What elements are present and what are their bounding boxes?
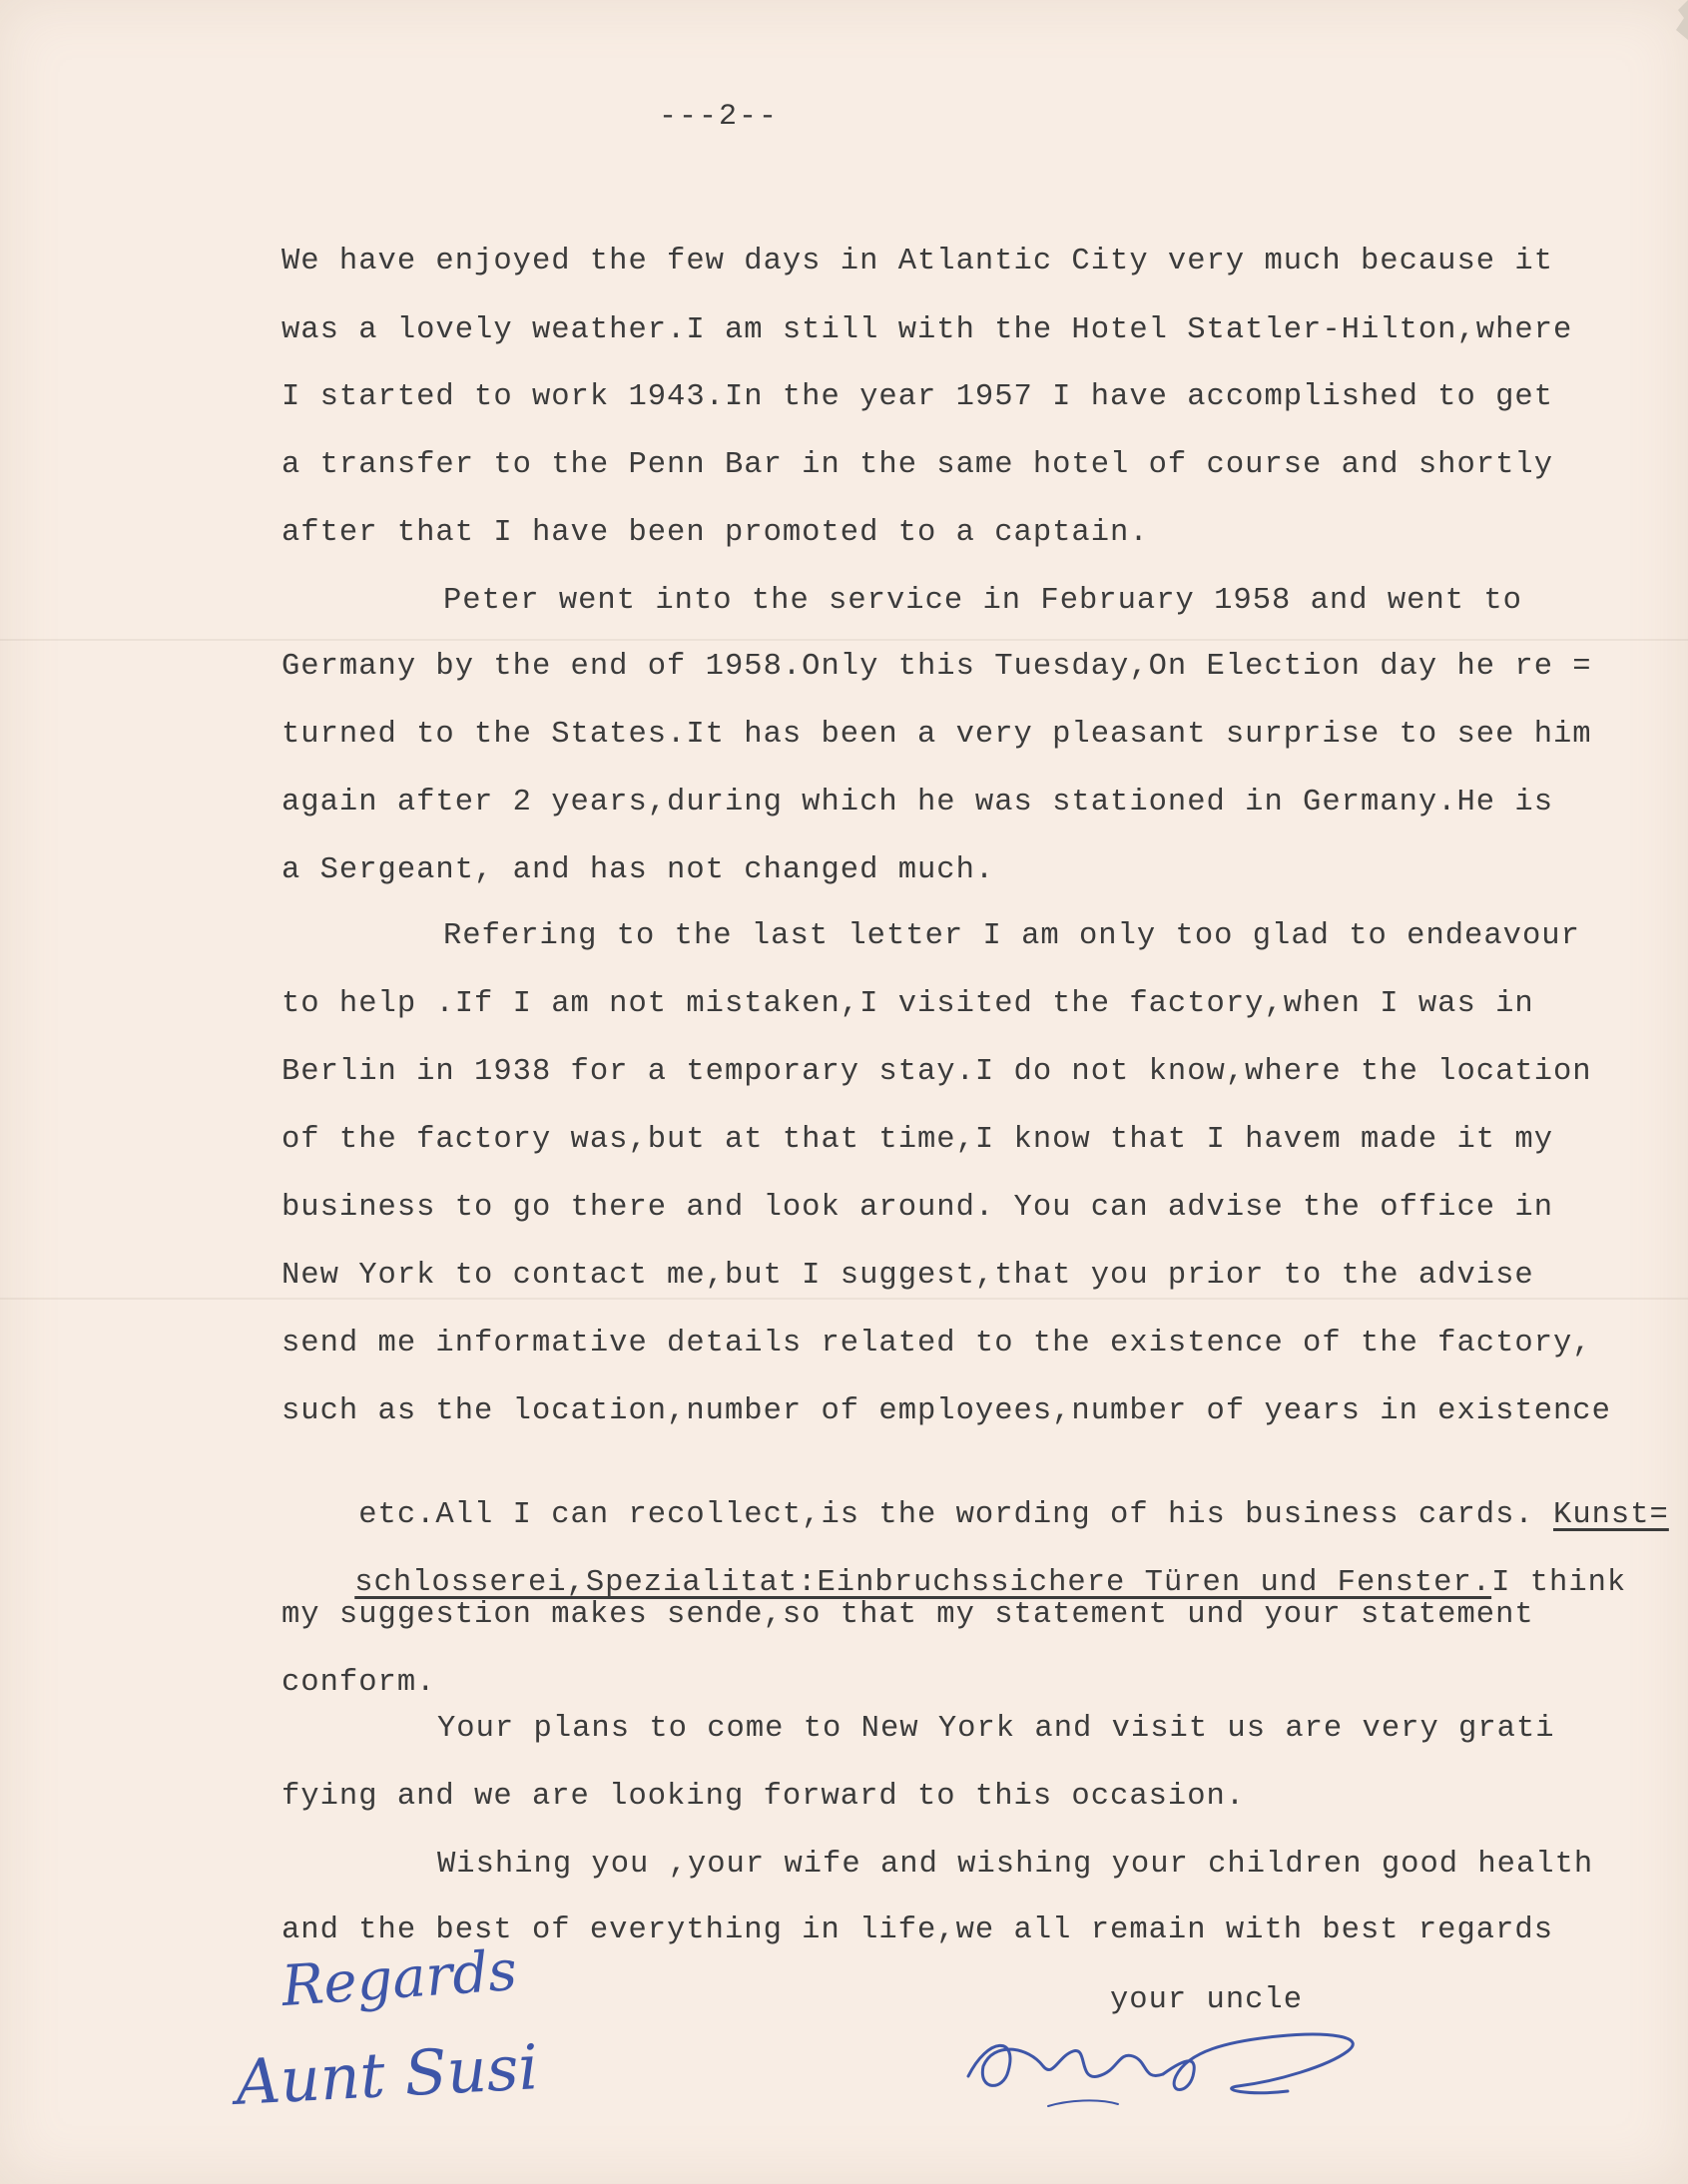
paper-fold [0,1298,1688,1300]
torn-corner-mark [1674,0,1688,40]
underlined-text: Kunst= [1553,1498,1669,1532]
text-line: business to go there and look around. You can advise the office in [281,1191,1553,1225]
handwritten-regards: Regards [280,1937,519,2020]
page-number: ---2-- [659,100,780,134]
text-line: Refering to the last letter I am only too glad to endeavour [443,919,1580,953]
text-line: I started to work 1943.In the year 1957 I have accomplished to get [281,380,1553,414]
closing-text: your uncle [1110,1983,1304,2017]
text-line: Your plans to come to New York and visit us are very grati [437,1712,1555,1746]
text-line: again after 2 years,during which he was stationed in Germany.He is [281,786,1553,819]
text-segment: etc.All I can recollect,is the wording of his business cards. [358,1498,1534,1532]
signature-scribble [948,1996,1407,2146]
text-line: my suggestion makes sende,so that my statement und your statement [281,1598,1534,1632]
text-line: after that I have been promoted to a captain. [281,516,1149,550]
text-line: to help .If I am not mistaken,I visited the factory,when I was in [281,987,1534,1021]
text-line: such as the location,number of employees,number of years in existence [281,1394,1611,1428]
text-line: Peter went into the service in February 1958 and went to [443,584,1522,618]
handwritten-signature-aunt: Aunt Susi [234,2030,541,2119]
text-line: and the best of everything in life,we all remain with best regards [281,1913,1553,1947]
text-line: New York to contact me,but I suggest,that you prior to the advise [281,1259,1534,1293]
paper-fold [0,639,1688,641]
text-line: send me informative details related to the existence of the factory, [281,1327,1592,1361]
text-line: was a lovely weather.I am still with the Hotel Statler-Hilton,where [281,313,1573,347]
text-line: Germany by the end of 1958.Only this Tuesday,On Election day he re = [281,650,1592,684]
text-line: of the factory was,but at that time,I know that I havem made it my [281,1123,1553,1157]
text-line: fying and we are looking forward to this occasion. [281,1780,1246,1814]
text-line: We have enjoyed the few days in Atlantic City very much because it [281,245,1553,278]
text-line: a Sergeant, and has not changed much. [281,853,995,887]
text-line: Berlin in 1938 for a temporary stay.I do not know,where the location [281,1055,1592,1089]
text-line: turned to the States.It has been a very pleasant surprise to see him [281,718,1592,752]
text-line: conform. [281,1666,436,1700]
underlined-text: schlosserei,Spezialitat:Einbruchssichere Türen und Fenster. [354,1566,1492,1600]
text-line: Wishing you ,your wife and wishing your children good health [437,1848,1594,1882]
text-line: a transfer to the Penn Bar in the same hotel of course and shortly [281,448,1553,482]
text-segment: I think [1491,1566,1627,1600]
